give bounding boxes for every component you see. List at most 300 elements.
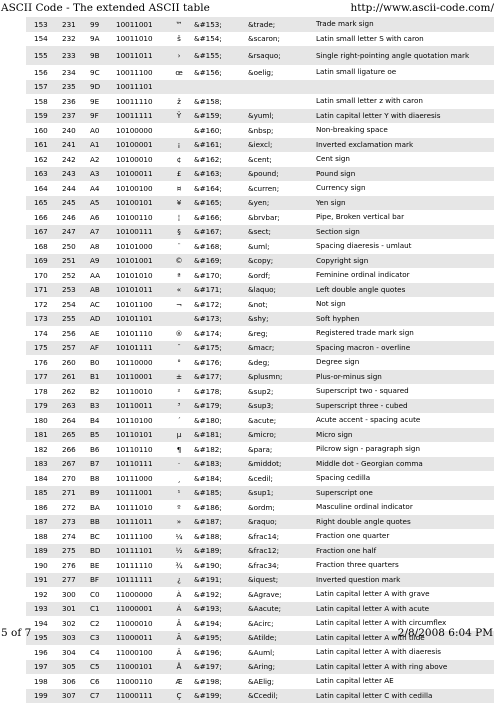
description-cell: Superscript three - cubed [314,399,494,414]
html-name-cell: &Auml; [246,645,314,660]
html-name-cell [246,80,314,95]
oct-cell: 236 [60,94,88,109]
bin-cell: 10100011 [114,167,166,182]
html-number-cell: &#184; [192,471,246,486]
bin-cell: 10101000 [114,239,166,254]
hex-cell: B0 [88,355,114,370]
dec-cell: 179 [26,399,60,414]
html-number-cell: &#163; [192,167,246,182]
html-name-cell: &copy; [246,254,314,269]
bin-cell: 10011010 [114,32,166,47]
page-title: ASCII Code - The extended ASCII table [1,1,210,15]
hex-cell: C6 [88,674,114,689]
bin-cell: 10111111 [114,573,166,588]
description-cell: Latin capital letter A with acute [314,602,494,617]
table-row [26,181,494,196]
oct-cell: 243 [60,167,88,182]
dec-cell: 174 [26,326,60,341]
html-name-cell: &sect; [246,225,314,240]
hex-cell: 9F [88,109,114,124]
dec-cell: 194 [26,616,60,631]
oct-cell: 267 [60,457,88,472]
bin-cell: 10110110 [114,442,166,457]
hex-cell: BD [88,544,114,559]
description-cell: Left double angle quotes [314,283,494,298]
oct-cell: 263 [60,399,88,414]
html-name-cell: &yuml; [246,109,314,124]
oct-cell: 261 [60,370,88,385]
symbol-cell: œ [166,65,192,80]
table-row [26,660,494,675]
description-cell: Middle dot - Georgian comma [314,457,494,472]
bin-cell: 10100010 [114,152,166,167]
html-name-cell [246,94,314,109]
oct-cell: 307 [60,689,88,703]
table-row [26,17,494,32]
symbol-cell: ¸ [166,471,192,486]
html-number-cell: &#153; [192,17,246,32]
table-row [26,225,494,240]
symbol-cell: ¨ [166,239,192,254]
ascii-table [26,17,494,703]
table-row [26,80,494,95]
table-row [26,210,494,225]
table-row [26,32,494,47]
oct-cell: 253 [60,283,88,298]
oct-cell: 232 [60,32,88,47]
hex-cell: BA [88,500,114,515]
hex-cell: C7 [88,689,114,703]
dec-cell: 176 [26,355,60,370]
description-cell: Degree sign [314,355,494,370]
table-row [26,587,494,602]
symbol-cell: ¿ [166,573,192,588]
dec-cell: 162 [26,152,60,167]
html-name-cell: &sup2; [246,384,314,399]
bin-cell: 10011001 [114,17,166,32]
description-cell: Single right-pointing angle quotation mark [314,46,494,65]
html-number-cell: &#197; [192,660,246,675]
description-cell: Superscript one [314,486,494,501]
hex-cell: 9C [88,65,114,80]
symbol-cell [166,80,192,95]
dec-cell: 190 [26,558,60,573]
table-row [26,471,494,486]
dec-cell: 198 [26,674,60,689]
symbol-cell: Å [166,660,192,675]
hex-cell: A8 [88,239,114,254]
html-number-cell: &#160; [192,123,246,138]
description-cell: Yen sign [314,196,494,211]
symbol-cell: µ [166,428,192,443]
html-name-cell: &sup3; [246,399,314,414]
oct-cell: 305 [60,660,88,675]
description-cell: Acute accent - spacing acute [314,413,494,428]
description-cell: Latin small letter S with caron [314,32,494,47]
oct-cell: 256 [60,326,88,341]
dec-cell: 181 [26,428,60,443]
hex-cell: AB [88,283,114,298]
print-datetime: 2/8/2008 6:04 PM [398,626,493,640]
html-name-cell: &Ccedil; [246,689,314,703]
bin-cell: 11000100 [114,645,166,660]
html-number-cell: &#170; [192,268,246,283]
oct-cell: 252 [60,268,88,283]
description-cell: Registered trade mark sign [314,326,494,341]
oct-cell: 277 [60,573,88,588]
hex-cell: AE [88,326,114,341]
symbol-cell: ¢ [166,152,192,167]
hex-cell: AA [88,268,114,283]
html-number-cell: &#155; [192,46,246,65]
hex-cell: AF [88,341,114,356]
oct-cell: 241 [60,138,88,153]
dec-cell: 185 [26,486,60,501]
dec-cell: 186 [26,500,60,515]
hex-cell: A3 [88,167,114,182]
oct-cell: 234 [60,65,88,80]
dec-cell: 177 [26,370,60,385]
html-number-cell: &#183; [192,457,246,472]
description-cell: Right double angle quotes [314,515,494,530]
dec-cell: 155 [26,46,60,65]
bin-cell: 11000111 [114,689,166,703]
dec-cell: 168 [26,239,60,254]
symbol-cell: ¯ [166,341,192,356]
html-name-cell: &frac14; [246,529,314,544]
symbol-cell: º [166,500,192,515]
html-number-cell: &#194; [192,616,246,631]
html-number-cell: &#159; [192,109,246,124]
description-cell: Masculine ordinal indicator [314,500,494,515]
oct-cell: 240 [60,123,88,138]
oct-cell: 237 [60,109,88,124]
symbol-cell: ° [166,355,192,370]
hex-cell: AC [88,297,114,312]
hex-cell: A0 [88,123,114,138]
symbol-cell: ¾ [166,558,192,573]
bin-cell: 10110111 [114,457,166,472]
html-number-cell: &#164; [192,181,246,196]
html-name-cell: &scaron; [246,32,314,47]
html-number-cell: &#192; [192,587,246,602]
hex-cell: B7 [88,457,114,472]
symbol-cell: ² [166,384,192,399]
bin-cell: 10011110 [114,94,166,109]
dec-cell: 158 [26,94,60,109]
symbol-cell: ± [166,370,192,385]
html-number-cell: &#171; [192,283,246,298]
table-row [26,529,494,544]
bin-cell: 10100101 [114,196,166,211]
html-name-cell: &Aacute; [246,602,314,617]
symbol-cell: ™ [166,17,192,32]
oct-cell: 233 [60,46,88,65]
dec-cell: 184 [26,471,60,486]
table-row [26,65,494,80]
dec-cell: 180 [26,413,60,428]
bin-cell: 11000011 [114,631,166,646]
hex-cell: 9D [88,80,114,95]
html-name-cell: &frac12; [246,544,314,559]
html-number-cell: &#168; [192,239,246,254]
html-name-cell: &shy; [246,312,314,327]
print-header [0,0,495,14]
html-number-cell: &#161; [192,138,246,153]
dec-cell: 197 [26,660,60,675]
dec-cell: 172 [26,297,60,312]
symbol-cell: ¤ [166,181,192,196]
description-cell: Superscript two - squared [314,384,494,399]
dec-cell: 157 [26,80,60,95]
html-number-cell: &#195; [192,631,246,646]
html-number-cell: &#187; [192,515,246,530]
html-number-cell: &#169; [192,254,246,269]
bin-cell: 11000101 [114,660,166,675]
dec-cell: 178 [26,384,60,399]
description-cell: Fraction three quarters [314,558,494,573]
description-cell: Latin capital letter A with circumflex [314,616,494,631]
bin-cell: 10101111 [114,341,166,356]
table-row [26,326,494,341]
symbol-cell: š [166,32,192,47]
description-cell: Spacing diaeresis - umlaut [314,239,494,254]
description-cell: Fraction one quarter [314,529,494,544]
bin-cell: 11000001 [114,602,166,617]
oct-cell: 306 [60,674,88,689]
bin-cell: 10111101 [114,544,166,559]
description-cell: Fraction one half [314,544,494,559]
symbol-cell: ¶ [166,442,192,457]
html-number-cell: &#173; [192,312,246,327]
table-row [26,167,494,182]
oct-cell: 244 [60,181,88,196]
hex-cell: B5 [88,428,114,443]
oct-cell: 300 [60,587,88,602]
oct-cell: 271 [60,486,88,501]
oct-cell: 274 [60,529,88,544]
symbol-cell: › [166,46,192,65]
oct-cell: 265 [60,428,88,443]
symbol-cell: £ [166,167,192,182]
hex-cell: A1 [88,138,114,153]
symbol-cell: · [166,457,192,472]
html-name-cell: &cedil; [246,471,314,486]
table-row [26,138,494,153]
bin-cell: 10101100 [114,297,166,312]
description-cell: Spacing cedilla [314,471,494,486]
table-row [26,500,494,515]
symbol-cell: ´ [166,413,192,428]
oct-cell: 246 [60,210,88,225]
symbol-cell: ½ [166,544,192,559]
description-cell: Not sign [314,297,494,312]
oct-cell: 264 [60,413,88,428]
description-cell: Latin capital letter A with grave [314,587,494,602]
dec-cell: 195 [26,631,60,646]
dec-cell: 160 [26,123,60,138]
bin-cell: 10110011 [114,399,166,414]
bin-cell: 10101010 [114,268,166,283]
description-cell: Copyright sign [314,254,494,269]
oct-cell: 257 [60,341,88,356]
symbol-cell: « [166,283,192,298]
description-cell: Pound sign [314,167,494,182]
symbol-cell: ¬ [166,297,192,312]
hex-cell: C4 [88,645,114,660]
table-row [26,109,494,124]
dec-cell: 154 [26,32,60,47]
dec-cell: 173 [26,312,60,327]
symbol-cell: Á [166,602,192,617]
hex-cell: B4 [88,413,114,428]
dec-cell: 159 [26,109,60,124]
hex-cell: C2 [88,616,114,631]
html-name-cell: &macr; [246,341,314,356]
bin-cell: 10111010 [114,500,166,515]
oct-cell: 266 [60,442,88,457]
bin-cell: 10011100 [114,65,166,80]
bin-cell: 10110001 [114,370,166,385]
table-row [26,689,494,703]
dec-cell: 164 [26,181,60,196]
description-cell: Cent sign [314,152,494,167]
html-name-cell: &rsaquo; [246,46,314,65]
html-name-cell: &plusmn; [246,370,314,385]
page-number: 5 of 7 [1,626,31,640]
symbol-cell: Ç [166,689,192,703]
table-row [26,442,494,457]
html-name-cell: &AElig; [246,674,314,689]
html-name-cell: &Aring; [246,660,314,675]
description-cell: Inverted exclamation mark [314,138,494,153]
hex-cell: 9E [88,94,114,109]
html-name-cell: &Agrave; [246,587,314,602]
symbol-cell: Ÿ [166,109,192,124]
html-number-cell: &#162; [192,152,246,167]
bin-cell: 10101011 [114,283,166,298]
bin-cell: 10101110 [114,326,166,341]
dec-cell: 153 [26,17,60,32]
symbol-cell: ® [166,326,192,341]
hex-cell: C3 [88,631,114,646]
print-footer [0,626,495,640]
html-number-cell: &#178; [192,384,246,399]
symbol-cell [166,312,192,327]
symbol-cell: Æ [166,674,192,689]
bin-cell: 10101101 [114,312,166,327]
hex-cell: B8 [88,471,114,486]
html-number-cell: &#191; [192,573,246,588]
description-cell: Latin capital letter C with cedilla [314,689,494,703]
bin-cell: 10110100 [114,413,166,428]
html-number-cell: &#196; [192,645,246,660]
html-number-cell: &#177; [192,370,246,385]
bin-cell: 10110101 [114,428,166,443]
description-cell: Feminine ordinal indicator [314,268,494,283]
bin-cell: 10111110 [114,558,166,573]
html-name-cell: &uml; [246,239,314,254]
bin-cell: 10100001 [114,138,166,153]
hex-cell: A2 [88,152,114,167]
dec-cell: 196 [26,645,60,660]
oct-cell: 254 [60,297,88,312]
bin-cell: 10110010 [114,384,166,399]
html-number-cell: &#186; [192,500,246,515]
table-row [26,457,494,472]
oct-cell: 275 [60,544,88,559]
bin-cell: 10011111 [114,109,166,124]
description-cell: Soft hyphen [314,312,494,327]
dec-cell: 165 [26,196,60,211]
table-row [26,268,494,283]
description-cell: Latin small letter z with caron [314,94,494,109]
oct-cell: 235 [60,80,88,95]
description-cell: Non-breaking space [314,123,494,138]
dec-cell: 156 [26,65,60,80]
html-name-cell: &not; [246,297,314,312]
description-cell: Currency sign [314,181,494,196]
hex-cell: BC [88,529,114,544]
table-row [26,297,494,312]
hex-cell: B1 [88,370,114,385]
hex-cell: A9 [88,254,114,269]
symbol-cell: Ä [166,645,192,660]
html-name-cell: &frac34; [246,558,314,573]
symbol-cell: Ã [166,631,192,646]
bin-cell: 10101001 [114,254,166,269]
html-number-cell: &#174; [192,326,246,341]
bin-cell: 11000000 [114,587,166,602]
dec-cell: 163 [26,167,60,182]
table-row [26,370,494,385]
html-number-cell: &#158; [192,94,246,109]
html-name-cell: &curren; [246,181,314,196]
html-name-cell: &oelig; [246,65,314,80]
table-row [26,674,494,689]
hex-cell: BF [88,573,114,588]
table-row [26,602,494,617]
html-name-cell: &Acirc; [246,616,314,631]
html-name-cell: &middot; [246,457,314,472]
table-row [26,196,494,211]
html-name-cell: &raquo; [246,515,314,530]
description-cell: Spacing macron - overline [314,341,494,356]
dec-cell: 188 [26,529,60,544]
description-cell: Pipe, Broken vertical bar [314,210,494,225]
symbol-cell: Â [166,616,192,631]
dec-cell: 167 [26,225,60,240]
dec-cell: 192 [26,587,60,602]
description-cell: Latin capital letter AE [314,674,494,689]
html-number-cell: &#198; [192,674,246,689]
html-number-cell: &#190; [192,558,246,573]
oct-cell: 276 [60,558,88,573]
oct-cell: 231 [60,17,88,32]
table-row [26,428,494,443]
html-name-cell: &pound; [246,167,314,182]
html-name-cell: &brvbar; [246,210,314,225]
symbol-cell [166,123,192,138]
hex-cell: 9B [88,46,114,65]
html-number-cell: &#176; [192,355,246,370]
description-cell [314,80,494,95]
html-number-cell: &#179; [192,399,246,414]
html-number-cell: &#181; [192,428,246,443]
html-name-cell: &ordf; [246,268,314,283]
symbol-cell: ¦ [166,210,192,225]
html-name-cell: &sup1; [246,486,314,501]
